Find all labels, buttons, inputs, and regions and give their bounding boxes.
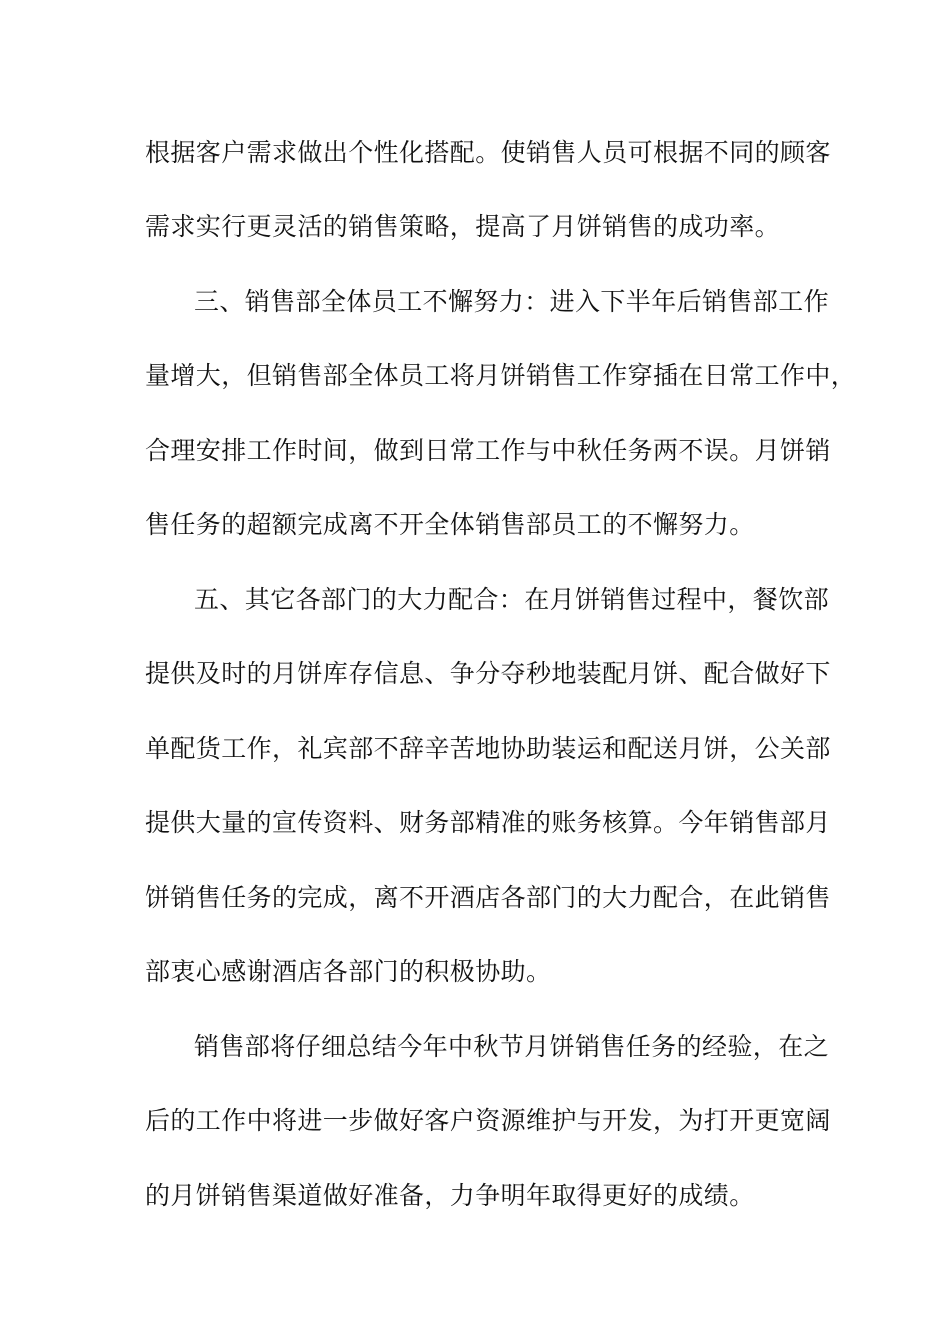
text-line: 售任务的超额完成离不开全体销售部员工的不懈努力。 <box>145 510 755 539</box>
text-line: 单配货工作，礼宾部不辞辛苦地协助装运和配送月饼，公关部 <box>145 734 831 763</box>
text-line: 根据客户需求做出个性化搭配。使销售人员可根据不同的顾客 <box>145 138 831 167</box>
paragraph-first-line: 销售部将仔细总结今年中秋节月饼销售任务的经验，在之 <box>194 1032 830 1061</box>
text-line: 部衷心感谢酒店各部门的积极协助。 <box>145 957 552 986</box>
paragraph-heading-line: 三、销售部全体员工不懈努力：进入下半年后销售部工作 <box>194 287 830 316</box>
text-line: 后的工作中将进一步做好客户资源维护与开发，为打开更宽阔 <box>145 1106 831 1135</box>
text-line: 合理安排工作时间，做到日常工作与中秋任务两不误。月饼销 <box>145 436 831 465</box>
text-line: 提供大量的宣传资料、财务部精准的账务核算。今年销售部月 <box>145 808 831 837</box>
text-line: 饼销售任务的完成，离不开酒店各部门的大力配合，在此销售 <box>145 883 831 912</box>
text-line: 提供及时的月饼库存信息、争分夺秒地装配月饼、配合做好下 <box>145 659 831 688</box>
paragraph-heading-line: 五、其它各部门的大力配合：在月饼销售过程中，餐饮部 <box>194 585 830 614</box>
text-line: 的月饼销售渠道做好准备，力争明年取得更好的成绩。 <box>145 1181 755 1210</box>
text-line: 量增大，但销售部全体员工将月饼销售工作穿插在日常工作中， <box>145 361 857 390</box>
text-line: 需求实行更灵活的销售策略，提高了月饼销售的成功率。 <box>145 212 781 241</box>
